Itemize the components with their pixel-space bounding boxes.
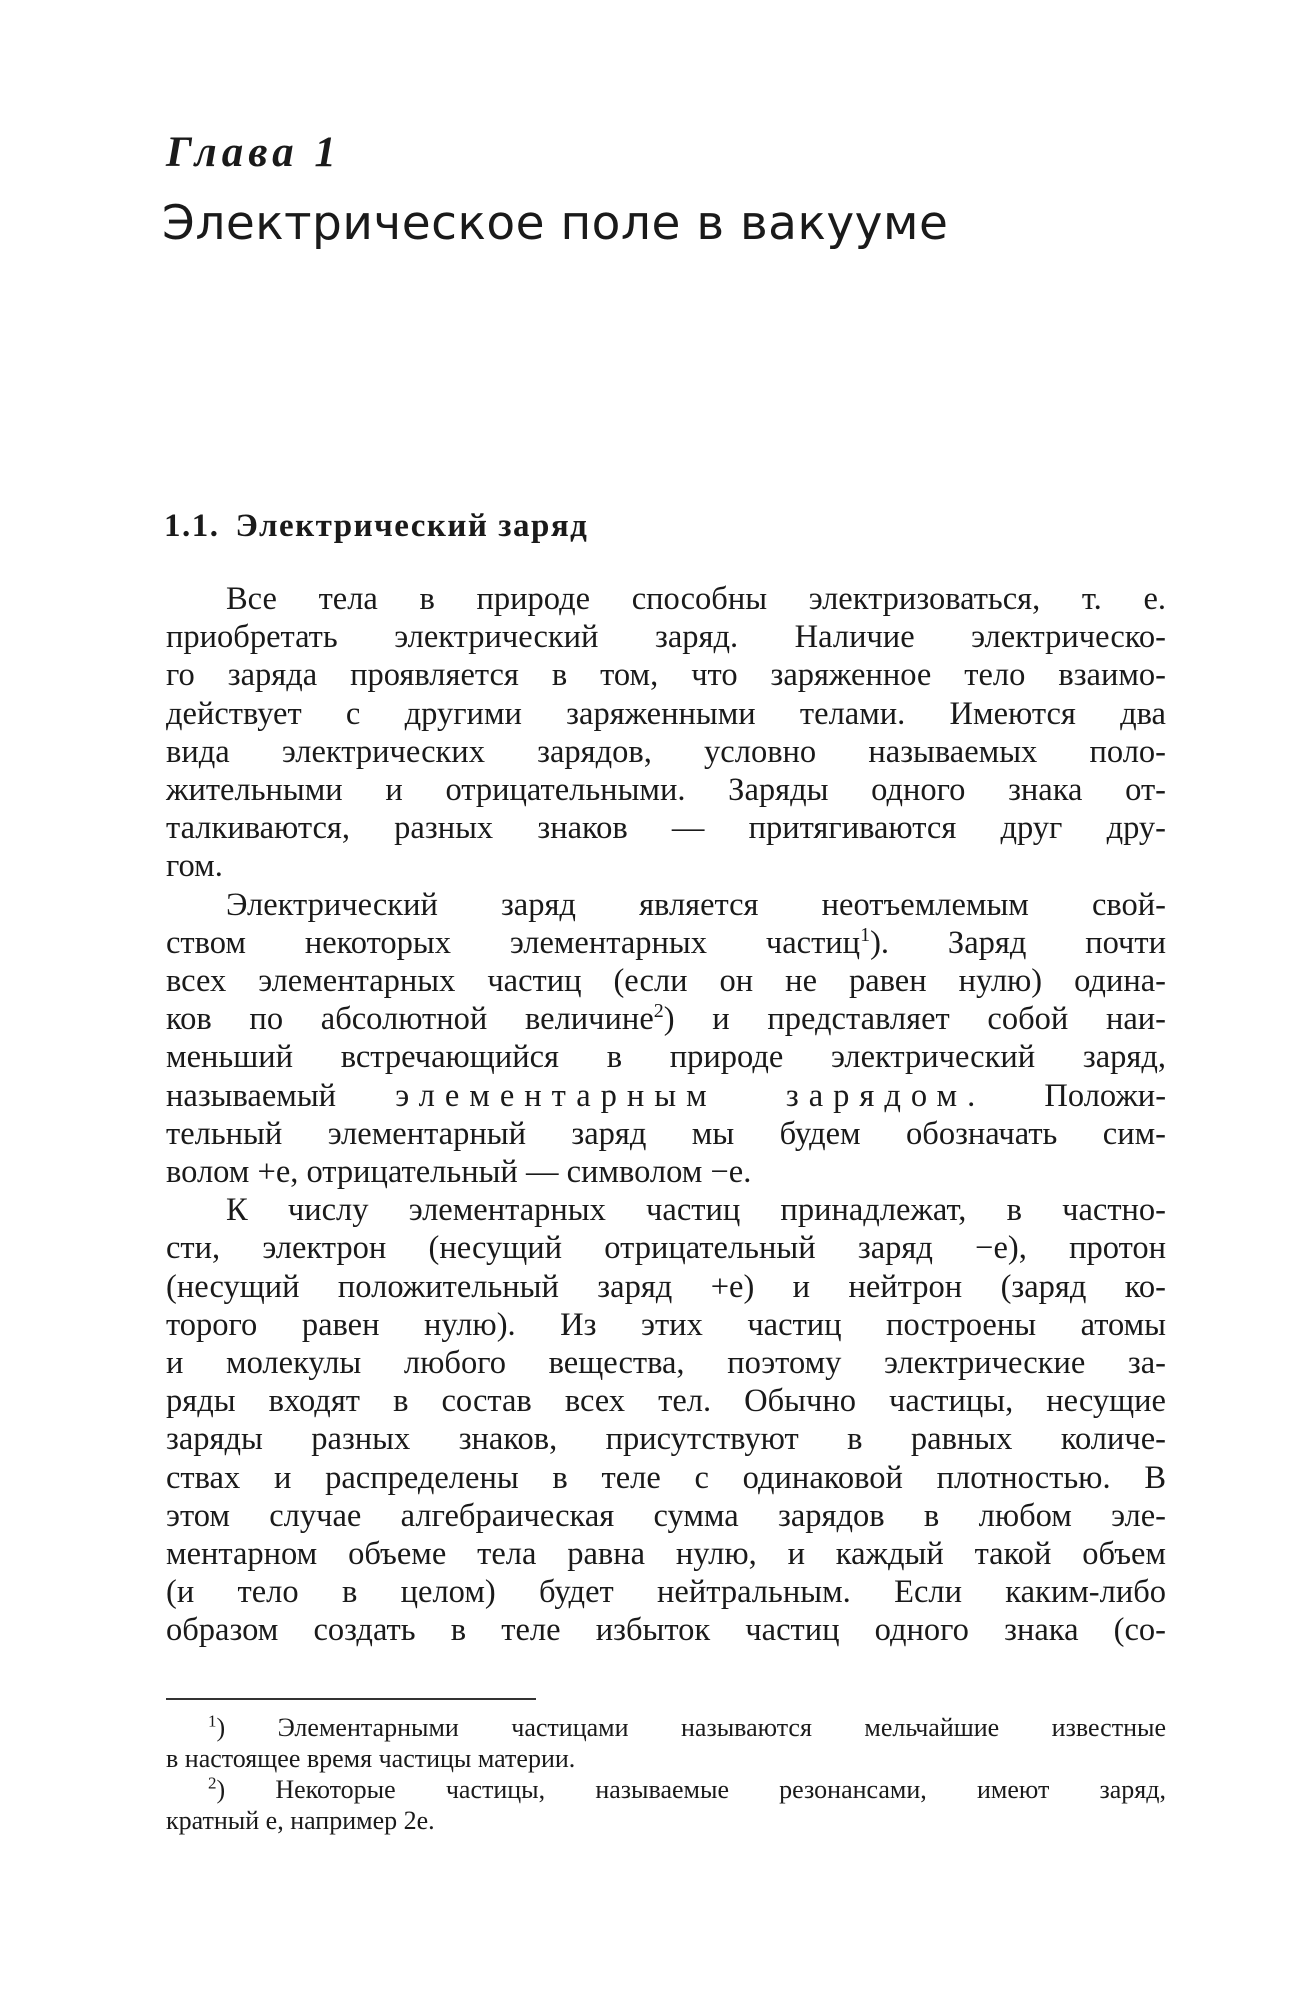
text-line: Все тела в природе способны электризоваться, т. е. bbox=[226, 581, 1166, 617]
footnote-text: ) Элементарными частицами называются мельчайшие известные bbox=[216, 1713, 1166, 1742]
text-line: ряды входят в состав всех тел. Обычно частицы, несущие bbox=[166, 1383, 1166, 1420]
section-heading bbox=[164, 508, 588, 545]
text-line: и молекулы любого вещества, поэтому электрические за- bbox=[166, 1345, 1166, 1382]
text-line: тельный элементарный заряд мы будем обозначать сим- bbox=[166, 1115, 1166, 1152]
emphasized-term: элементарным зарядом. bbox=[395, 1077, 986, 1114]
text-line: талкиваются, разных знаков — притягиваются друг дру- bbox=[166, 810, 1166, 847]
text-line: ментарном объеме тела равна нулю, и каждый такой объем bbox=[166, 1536, 1166, 1573]
footnote-line bbox=[166, 1712, 1166, 1743]
text-line bbox=[166, 924, 1166, 962]
text-line: (и тело в целом) будет нейтральным. Если каким-либо bbox=[166, 1574, 1166, 1611]
footnote-ref: 1 bbox=[860, 924, 871, 946]
footnote-line: в настоящее время частицы материи. bbox=[166, 1744, 576, 1773]
text-segment: ). Заряд почти bbox=[870, 924, 1166, 961]
chapter-label: Глава 1 bbox=[166, 129, 341, 176]
text-segment: ков по абсолютной величине bbox=[166, 1001, 654, 1038]
text-line: волом +e, отрицательный — символом −e. bbox=[166, 1154, 752, 1191]
text-line: действует с другими заряженными телами. Имеются два bbox=[166, 695, 1166, 732]
text-line: образом создать в теле избыток частиц одного знака (со- bbox=[166, 1612, 1166, 1649]
footnote-ref: 2 bbox=[653, 1000, 664, 1023]
footnote-line: кратный e, например 2e. bbox=[166, 1806, 435, 1835]
footnote-line bbox=[166, 1774, 1166, 1805]
text-line bbox=[166, 1000, 1166, 1038]
footnote-text: ) Некоторые частицы, называемые резонансами, имеют заряд, bbox=[216, 1775, 1166, 1804]
text-segment: ) и представляет собой наи- bbox=[663, 1001, 1166, 1038]
text-line: (несущий положительный заряд +e) и нейтрон (заряд ко- bbox=[166, 1268, 1166, 1305]
section-title: Электрический заряд bbox=[235, 508, 589, 544]
text-line: этом случае алгебраическая сумма зарядов в любом эле- bbox=[166, 1497, 1166, 1534]
text-line: приобретать электрический заряд. Наличие электрическо- bbox=[166, 619, 1166, 656]
section-number: 1.1. bbox=[164, 508, 220, 544]
footnotes bbox=[166, 1712, 1166, 1836]
text-line: торого равен нулю). Из этих частиц построены атомы bbox=[166, 1306, 1166, 1343]
text-segment: Положи- bbox=[1044, 1077, 1167, 1114]
text-segment: ством некоторых элементарных частиц bbox=[166, 924, 861, 961]
text-line: Электрический заряд является неотъемлемым свой- bbox=[226, 886, 1166, 923]
body-text bbox=[166, 580, 1166, 1650]
footnote-divider bbox=[166, 1698, 536, 1700]
text-line: меньший встречающийся в природе электрический заряд, bbox=[166, 1039, 1166, 1076]
text-line: К числу элементарных частиц принадлежат, в частно- bbox=[226, 1192, 1166, 1229]
text-line: заряды разных знаков, присутствуют в равных количе- bbox=[166, 1421, 1166, 1458]
text-line: вида электрических зарядов, условно называемых поло- bbox=[166, 733, 1166, 770]
footnote-marker: 1 bbox=[208, 1711, 217, 1731]
text-segment: называемый bbox=[166, 1077, 337, 1114]
text-line: го заряда проявляется в том, что заряженное тело взаимо- bbox=[166, 657, 1166, 694]
text-line: жительными и отрицательными. Заряды одного знака от- bbox=[166, 772, 1166, 809]
text-line bbox=[166, 1077, 1166, 1115]
text-line: ствах и распределены в теле с одинаковой плотностью. В bbox=[166, 1459, 1166, 1496]
text-line: сти, электрон (несущий отрицательный заряд −e), протон bbox=[166, 1230, 1166, 1267]
footnote-marker: 2 bbox=[208, 1773, 217, 1793]
chapter-title: Электрическое поле в вакууме bbox=[162, 196, 949, 251]
text-line: гом. bbox=[166, 848, 223, 885]
text-line: всех элементарных частиц (если он не равен нулю) одина- bbox=[166, 963, 1166, 1000]
